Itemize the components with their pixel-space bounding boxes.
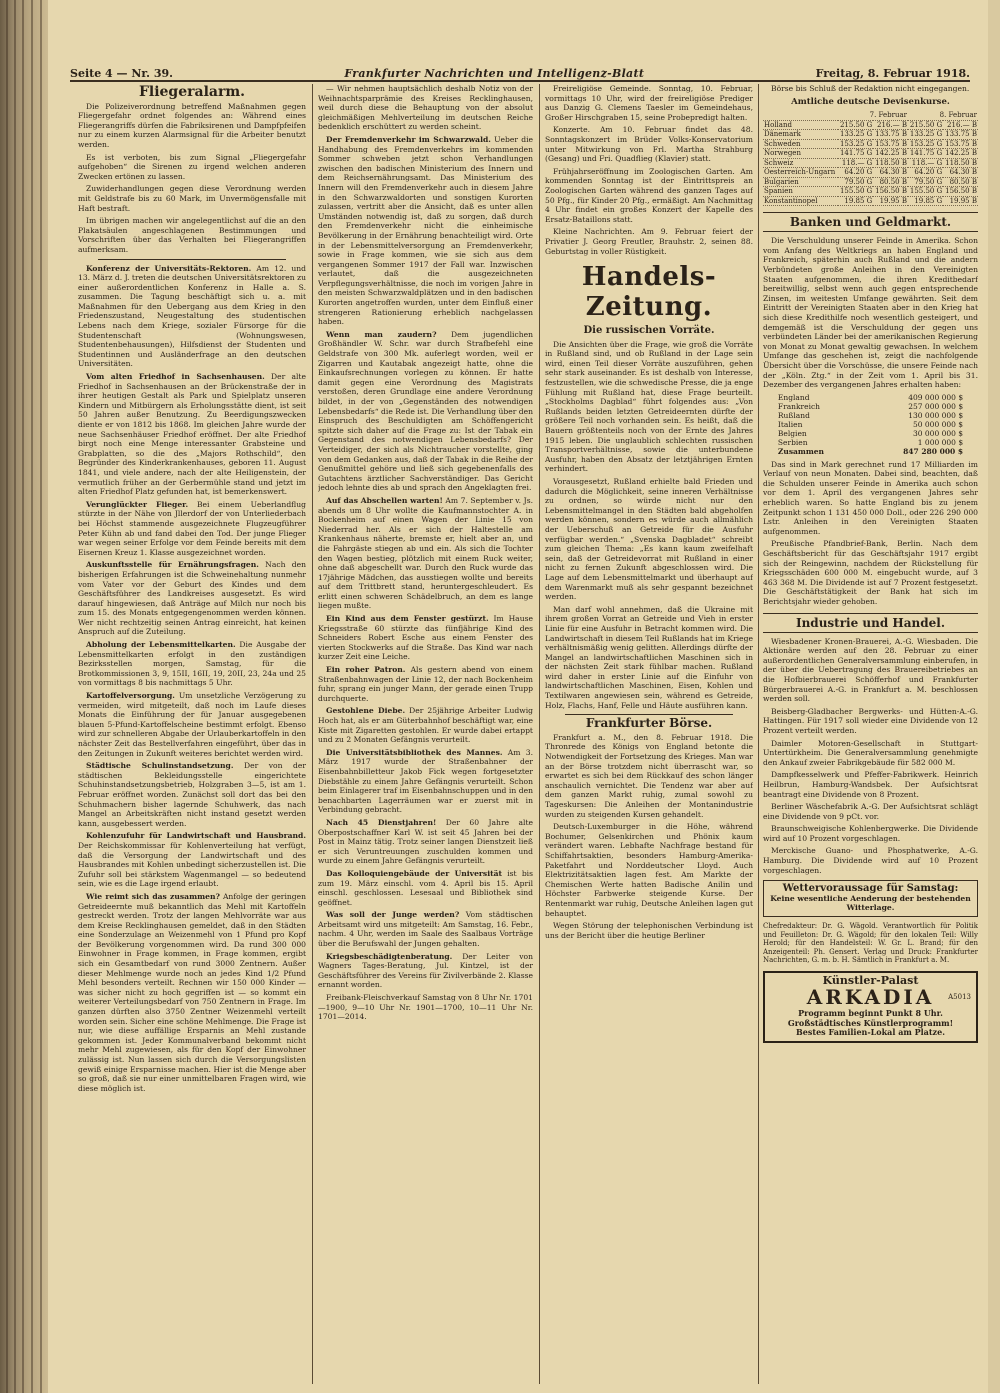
table-cell: 118.50 B	[875, 158, 908, 167]
table-row	[763, 177, 978, 187]
table-cell: 142.25 B	[945, 149, 977, 158]
table-cell: 118.— G	[908, 158, 943, 168]
section-title-industrie: Industrie und Handel.	[763, 613, 978, 633]
table-cell: 156.50 B	[945, 187, 977, 196]
table-row	[776, 447, 965, 456]
table-cell: 155.50 G	[909, 187, 943, 196]
item-text: Die Ausgabe der Lebensmittelkarten erfolgt in den zuständigen Bezirksstellen morgen, Samstag, für die Brotkommissionen 3, 9, 15II, 16II, 19, 20II, 23, 24a und 25 von vormittags 8 bis nachmittags 5 Uhr.	[78, 640, 306, 688]
article-paragraph: Preußische Pfandbrief-Bank, Berlin. Nach dem Geschäftsbericht für das Geschäftsjahr 1917 ergibt sich der Reingewinn, nachdem der Rückstellung für Kriegsschäden 600 000 M. eingebucht wurde, auf 3 463 368 M. Die Dividende ist auf 7 Prozent festgesetzt. Die Geschäftstätigkeit der Bank hat sich im Berichtsjahr wieder gehoben.	[763, 539, 978, 606]
article-paragraph: Die Verschuldung unserer Feinde in Amerika. Schon vom Anfang des Weltkriegs an haben England und Frankreich, späterhin auch Rußland und die andern Verbündeten große Anleihen in den Vereinigten Staaten aufgenommen, die ihren Kreditbedarf bereitwillig, selbst wenn auch gegen entsprechende Zinsen, im weitesten Umfange gewährten. Seit dem Eintritt der Vereinigten Staaten aber in den Krieg hat sich diese Kredithilfe noch wesentlich gesteigert, und demgemäß ist die Verschuldung der gegen uns verbündeten Länder bei der amerikanischen Regierung von Monat zu Monat gewaltig gewachsen. In welchem Umfange das geschehen ist, zeigt die nachfolgende Übersicht über die Vorschüsse, die unsere Feinde nach der „Köln. Ztg.“ in der Zeit vom 1. April bis 31. Dezember des vergangenen Jahres erhalten haben:	[763, 236, 978, 390]
item-heading: Die Universitätsbibliothek des Mannes.	[326, 747, 503, 757]
article-paragraph: Zuwiderhandlungen gegen diese Verordnung werden mit Geldstrafe bis zu 60 Mark, im Unvermögensfalle mit Haft bestraft.	[78, 184, 306, 213]
ad-line: Programm beginnt Punkt 8 Uhr.	[798, 1008, 943, 1019]
article-paragraph: Man darf wohl annehmen, daß die Ukraine mit ihrem großen Vorrat an Getreide und Vieh in erster Linie für eine Ausfuhr in Betracht kommen wird. Die Landwirtschaft in diesem Teil Rußlands hat im Kriege verhältnismäßig wenig gelitten. Allerdings dürfte der Mangel an landwirtschaftlichen Maschinen sich in der nächsten Zeit stark fühlbar machen. Rußland wird daher in erster Linie auf die Einfuhr von landwirtschaftlichen Maschinen, Eisen, Kohlen und Textilwaren angewiesen sein, während es Getreide, Holz, Flachs, Hanf, Felle und Häute ausführen kann.	[545, 604, 753, 710]
table-cell: 79.50 G	[838, 177, 873, 187]
table-cell: Dänemark	[763, 130, 838, 140]
masthead-title: Frankfurter Nachrichten und Intelligenz-Blatt	[344, 67, 645, 80]
table-cell: 133.75 B	[945, 130, 977, 139]
item-heading: Städtische Schulinstandsetzung.	[86, 761, 234, 771]
item-heading: Verunglückter Flieger.	[86, 499, 189, 509]
weather-box	[763, 880, 978, 917]
item-text: Anfolge der geringen Getreideernte muß bekanntlich das Mehl mit Kartoffeln gestreckt werden. Trotz der langen Mehlvorräte war aus dem Kreise Recklinghausen gemeldet, daß in den Städten eine Sonderzulage an Weizenmehl von 1 Pfund pro Kopf der Bevölkerung vorgenommen wird. Da rund 300 000 Einwohner in Frage kommen, in Frage kommen, ergibt sich ein Gesamtbedarf von rund 3000 Zentnern. Außer dieser Mehlmenge wurde noch an jedes Kind 1/2 Pfund Mehl besonders verteilt. Rechnen wir 150 000 Kinder — was sicher nicht zu hoch gegriffen ist — so kommt ein weiterer Verteilungsbedarf von 750 Zentnern in Frage. Im ganzen dürften also 3750 Zentner Weizenmehl verteilt worden sein. Sicher eine schöne Mehlmenge. Die Frage ist nur, wie diese auffällige Ersparnis an Mehl zustande gekommen ist. Jeder Kommunalverband bekommt nicht mehr Mehl zugewiesen, als für den Kopf der Einwohner zulässig ist. Nun lassen sich durch die Versorgungslisten gewiß einige Ersparnisse machen. Hier ist die Menge aber so groß, daß sie nur einer unmittelbaren Fragen wird, wie diese möglich ist.	[78, 891, 306, 1093]
table-cell: 153.75 B	[875, 139, 908, 148]
article-paragraph: Im übrigen machen wir angelegentlichst auf die an den Plakatsäulen angeschlagenen Bestimmungen und Vorschriften über das Verhalten bei Fliegerangriffen aufmerksam.	[78, 216, 306, 254]
table-cell: 153.75 B	[945, 139, 977, 148]
imprint: Chefredakteur: Dr. G. Wägold. Verantwortlich für Politik und Feuilleton: Dr. G. Wägold; für den lokalen Teil: Willy Herold; für den Handelsteil: W. Gr. L. Brand; für den Anzeigenteil: Ph. Gensert. Verlag und Druck: Frankfurter Nachrichten, G. m. b. H. Sämtlich in Frankfurt a. M.	[763, 922, 978, 965]
item-text: Als gestern abend von einem Straßenbahnwagen der Linie 12, der nach Bockenheim fuhr, sprang ein junger Mann, der gerade einen Trupp durchquerte.	[318, 665, 533, 703]
item-heading: Abholung der Lebensmittelkarten.	[86, 640, 236, 650]
table-cell: 64.30 B	[943, 168, 978, 178]
table-cell: 409 000 000 $	[908, 392, 964, 402]
table-header-cell: 8. Februar	[908, 111, 978, 120]
table-cell: 155.50 G	[839, 187, 873, 196]
item-text: Der 25jährige Arbeiter Ludwig Hoch hat, als er am Güterbahnhof beschäftigt war, eine Kiste mit Zigaretten gestohlen. Er wurde dabei ertappt und zu 2 Monaten Gefängnis verurteilt.	[318, 706, 533, 745]
table-cell: 216.— B	[873, 120, 908, 130]
table-row	[776, 420, 965, 429]
page-header	[70, 58, 970, 82]
weather-text: Keine wesentliche Aenderung der bestehenden Witterlage.	[770, 893, 971, 913]
article-paragraph: Börse bis Schluß der Redaktion nicht eingegangen.	[771, 84, 970, 93]
article-paragraph: Wegen Störung der telephonischen Verbindung ist uns der Bericht über die heutige Berliner	[545, 921, 753, 940]
table-cell: 19.95 B	[873, 196, 908, 206]
table-cell: Spanien	[763, 187, 838, 197]
divider	[98, 259, 286, 260]
table-cell: 142.25 B	[875, 149, 908, 158]
item-text: Der von der städtischen Bekleidungsstelle eingerichtete Schuhinstandsetzungsbetrieb, Holzgraben 3—5, ist am 1. Februar eröffnet worden. Zunächst soll dort das bei den Schuhmachern bisher lagernde Schuhwerk, das nach Mangel an Arbeitskräften nicht instand gesetzt werden kann, ausgebessert werden.	[78, 761, 306, 828]
table-cell: 215.50 G	[909, 120, 943, 129]
table-row	[763, 130, 978, 140]
table-row	[763, 168, 978, 178]
table-cell: Belgien	[777, 428, 807, 438]
divider	[565, 714, 733, 715]
table-row	[776, 411, 965, 420]
ad-phone: A5013	[948, 993, 971, 1002]
fx-table-title: Amtliche deutsche Devisenkurse.	[791, 96, 950, 107]
table-cell: 156.50 B	[875, 187, 908, 196]
table-row	[763, 149, 978, 159]
table-cell: Holland	[763, 120, 838, 130]
table-cell: England	[777, 392, 810, 402]
article-paragraph: Freireligiöse Gemeinde. Sonntag, 10. Februar, vormittags 10 Uhr, wird der freireligiöse Prediger aus Danzig G. Clemens Taesler im Gemeindehaus, Großer Hirschgraben 15, seine Probepredigt halten.	[545, 84, 753, 122]
item-text: Nach den bisherigen Erfahrungen ist die Schweinehaltung nunmehr vom Vater vor der Geburt des Kindes und dem Geschäftsführer des Landkreises ausgesetzt. Es wird darauf hingewiesen, daß Anträge auf Milch nur noch bis zum 15. des Monats entgegengenommen werden können. Wer nicht rechtzeitig seinen Antrag einreicht, hat keinen Anspruch auf die Zuteilung.	[78, 560, 306, 637]
column-rule	[312, 84, 313, 1384]
table-row	[763, 158, 978, 168]
table-row	[763, 187, 978, 197]
table-row	[776, 438, 965, 447]
article-paragraph: Kleine Nachrichten. Am 9. Februar feiert der Privatier J. Georg Freutler, Brauhstr. 2, seinen 88. Geburtstag in voller Rüstigkeit.	[545, 227, 753, 256]
table-cell: Schweiz	[763, 158, 838, 168]
article-paragraph: Wiesbadener Kronen-Brauerei, A.-G. Wiesbaden. Die Aktionäre werden auf den 28. Februar zu einer außerordentlichen Generalversammlung einberufen, in der über die Uebertragung des Brauereibetriebes an die Hofbierbrauerei Schöfferhof und Frankfurter Bürgerbrauerei A.-G. in Frankfurt a. M. beschlossen werden soll.	[763, 636, 978, 704]
article-paragraph: Beisberg-Gladbacher Bergwerks- und Hütten-A.-G. Hattingen. Für 1917 soll wieder eine Dividende von 12 Prozent verteilt werden.	[763, 706, 978, 735]
table-cell: 141.75 G	[909, 149, 943, 158]
table-cell: Serbien	[777, 437, 808, 447]
table-row	[776, 393, 965, 402]
table-cell: Norwegen	[763, 149, 838, 159]
item-heading: Ein Kind aus dem Fenster gestürzt.	[326, 614, 489, 624]
item-text: Dem jugendlichen Großhändler W. Schr. war durch Strafbefehl eine Geldstrafe von 300 Mk. auferlegt worden, weil er Zigarren und Kautabak angezeigt hatte, ohne die Einkaufsrechnungen vorlegen zu können. Er hatte damit gegen eine Verordnung des Magistrats verstoßen, deren Grundlage eine andere Verordnung bildet, in der von „Gegenständen des notwendigen Lebensbedarfs“ die Rede ist. Die Verhandlung über den Einspruch des Beschuldigten am Schöffengericht spitzte sich daher auf die Frage zu: Ist der Tabak ein Gegenstand des notwendigen Lebensbedarfs? Der Verteidiger, der sich als Nichtraucher vorstellte, ging von dem Gedanken aus, daß der Tabak in die Reihe der Genußmittel gehöre und ließ sich gegebenenfalls des Gutachtens ärztlicher Sachverständiger. Das Gericht jedoch lehnte dies ab und sprach den Angeklagten frei.	[318, 329, 533, 493]
item-heading: Auskunftsstelle für Ernährungsfragen.	[86, 560, 259, 570]
item-text: Bei einem Ueberlandflug stürzte in der Nähe von Jllerdorf der von Unterliederbach bei Höchst stammende ausgezeichnete Flugzeugführer Peter Kühn ab und fand dabei den Tod. Der junge Flieger war wegen seiner Erfolge vor dem Feinde bereits mit dem Eisernen Kreuz 1. Klasse ausgezeichnet worden.	[78, 499, 306, 557]
table-row	[763, 120, 978, 130]
table-row	[763, 196, 978, 206]
table-cell: 64.20 G	[838, 168, 873, 178]
item-heading: Das Kolloquiengebäude der Universität	[326, 868, 503, 878]
article-paragraph: Konzerte. Am 10. Februar findet das 48. Sonntagskonzert im Brüder Volks-Konservatorium unter Mitwirkung von Frl. Martha Strahburg (Gesang) und Fri. Quadflieg (Klavier) statt.	[545, 125, 753, 164]
table-cell: 257 000 000 $	[908, 401, 964, 411]
article-paragraph: Daimler Motoren-Gesellschaft in Stuttgart-Untertürkheim. Die Generalversammlung genehmigte den Ankauf zweier Fabrikgebäude für 582 000 M.	[763, 738, 978, 767]
table-cell: 1 000 000 $	[917, 437, 964, 447]
column-3	[545, 84, 753, 1384]
item-text: Vom städtischen Arbeitsamt wird uns mitgeteilt: Am Samstag, 16. Febr., nachm. 4 Uhr, werden im Saale des Saalbaus Vorträge über die Berufswahl der Jungen gehalten.	[318, 910, 533, 949]
table-cell: Schweden	[763, 139, 838, 149]
item-heading: Wenn man zaudern?	[326, 329, 437, 339]
issue-date: Freitag, 8. Februar 1918.	[815, 67, 970, 80]
table-cell: 30 000 000 $	[912, 428, 964, 438]
item-heading: Kriegsbeschädigtenberatung.	[326, 951, 453, 961]
article-title-russische-vorraete: Die russischen Vorräte.	[583, 325, 715, 337]
table-cell: Bulgarien	[763, 177, 838, 187]
item-heading: Der Fremdenverkehr im Schwarzwald.	[326, 134, 491, 144]
table-cell: 130 000 000 $	[908, 410, 964, 420]
fx-table	[763, 111, 978, 206]
item-text: Am 12. und 13. März d. J. treten die deutschen Universitätsrektoren zu einer außerordentlichen Konferenz in Halle a. S. zusammen. Die Tagung beschäftigt sich u. a. mit Maßnahmen für den Uebergang aus dem Krieg in den Friedenszustand, Neugestaltung des studentischen Lebens nach dem Kriege, sozialer Fürsorge für die Studentenschaft (Wohnungswesen, Studentenbehausungen), Hilfsdienst der Studenten und Studentinnen und Ausländerfrage an den deutschen Universitäten.	[78, 263, 306, 369]
table-cell: 118.— G	[838, 158, 873, 168]
item-heading: Wie reimt sich das zusammen?	[86, 891, 220, 901]
item-heading: Vom alten Friedhof in Sachsenhausen.	[86, 372, 265, 382]
book-binding	[0, 0, 48, 1393]
article-paragraph: Merckische Guano- und Phosphatwerke, A.-G. Hamburg. Die Dividende wird auf 10 Prozent vorgeschlagen.	[763, 846, 978, 875]
loans-table	[776, 393, 965, 456]
article-paragraph: Frühjahrseröffnung im Zoologischen Garten. Am kommenden Sonntag ist der Eintrittspreis an Zoologischen Garten während des ganzen Tages auf 50 Pfg., für Kinder 20 Pfg., ermäßigt. Am Nachmittag 4 Uhr findet ein großes Konzert der Kapelle des Ersatz-Bataillons statt.	[545, 166, 753, 224]
table-cell: 80.50 B	[873, 177, 908, 187]
table-cell: 80.50 B	[943, 177, 978, 187]
table-header-row	[763, 111, 978, 120]
table-cell: 215.50 G	[839, 120, 873, 129]
table-header-cell: 7. Februar	[838, 111, 908, 120]
article-paragraph: Dampfkesselwerk und Pfeffer-Fabrikwerk. Heinrich Heilbrun, Hamburg-Wandsbek. Der Aufsichtsrat beantragt eine Dividende von 8 Prozent.	[763, 770, 978, 799]
table-row	[776, 429, 965, 438]
ad-name: ARKADIA	[806, 985, 935, 1010]
item-text: Am 3. März 1917 wurde der Straßenbahner der Eisenbahnbilletteur Jakob Fick wegen fortgesetzter Diebstähle zu einem Jahre Gefängnis verurteilt. Schon beim Einlagerer traf im Eisenbahnschuppen und in den benachbarten Lagerräumen war er zuerst mit in Verbindung gebracht.	[318, 747, 533, 815]
ad-venue: Künstler-Palast	[822, 973, 919, 987]
table-cell: 847 280 000 $	[903, 446, 964, 456]
table-cell: 19.85 G	[908, 196, 943, 206]
article-title-fliegeralarm: Fliegeralarm.	[138, 84, 246, 100]
article-paragraph: Berliner Wäschefabrik A.-G. Der Aufsichtsrat schlägt eine Dividende von 9 pCt. vor.	[763, 802, 978, 821]
article-paragraph: Das sind in Mark gerechnet rund 17 Milliarden im Verlauf von neun Monaten. Dabei sind, beachten, daß die Schulden unserer Feinde in Amerika auch schon vor dem 1. April des vergangenen Jahres sehr erheblich waren. So hatte England bis zu jenem Zeitpunkt schon 1 131 450 000 Doll., oder 226 290 000 Lstr. Anleihen in den Vereinigten Staaten aufgenommen.	[763, 459, 978, 536]
article-paragraph: Braunschweigische Kohlenbergwerke. Die Dividende wird auf 10 Prozent vorgeschlagen.	[763, 824, 978, 843]
weather-title: Wettervoraussage für Samstag:	[782, 883, 959, 895]
table-cell: 216.— B	[943, 120, 978, 130]
table-cell: 141.75 G	[839, 149, 873, 158]
item-text: Um unsetzliche Verzögerung zu vermeiden, wird mitgeteilt, daß noch im Laufe dieses Monats die Einführung der für Januar ausgegebenen blauen 5-Pfund-Kartoffelscheine bestimmt erfolgt. Ebenso wird zur schnelleren Abgabe der Urlauberkartoffeln in den nächster Zeit das Bestellverfahren eingeführt, über das in den Zeitungen in Zukunft weiteres berichtet werden wird.	[78, 691, 306, 758]
item-text: Der Leiter von Wagners Tages-Beratung, Jul. Kintzel, ist der Geschäftsführer des Vereins für Zivilverbände 2. Klasse ernannt worden.	[318, 951, 533, 990]
column-1	[78, 84, 306, 1384]
table-cell: 133.25 G	[839, 130, 873, 139]
article-paragraph: Die Ansichten über die Frage, wie groß die Vorräte in Rußland sind, und ob Rußland in der Lage sein wird, einen Teil dieser Vorräte auszuführen, gehen sehr stark auseinander. Es ist deshalb von Interesse, festzustellen, wie die schwedische Presse, die ja enge Fühlung mit Rußland hat, diese Frage beurteilt. „Stockholms Dagblad“ führt folgendes aus: „Von Rußlands beiden letzten Getreideernten dürfte der größere Teil noch vorhanden sein. Es heißt, daß die Bauern größtenteils noch von der Ernte des Jahres 1915 leben. Die unglaublich schlechten russischen Transportverhältnisse, sowie die unterbundene Ausfuhr, haben den Absatz der letztjährigen Ernten verhindert.	[545, 339, 753, 474]
table-cell: 19.85 G	[838, 196, 873, 206]
table-header-cell	[763, 111, 838, 120]
table-cell: 133.25 G	[909, 130, 943, 139]
article-paragraph: — Wir nehmen hauptsächlich deshalb Notiz von der Weihnachtsparprämie des Kreises Recklinghausen, weil durch diese die Behauptung von der absolut gleichmäßigen Mehlverteilung im deutschen Reiche bedenklich erschüttert zu werden scheint.	[318, 84, 533, 132]
item-heading: Was soll der Junge werden?	[326, 910, 460, 920]
column-2	[318, 84, 533, 1384]
item-heading: Kohlenzufuhr für Landwirtschaft und Hausbrand.	[86, 831, 306, 841]
table-cell: 118.50 B	[945, 158, 977, 167]
column-4	[763, 84, 978, 1384]
table-cell: Oesterreich-Ungarn	[763, 168, 838, 178]
item-heading: Nach 45 Dienstjahren!	[326, 817, 437, 827]
article-paragraph: Die Polizeiverordnung betreffend Maßnahmen gegen Fliegergefahr ordnet folgendes an: Während eines Fliegerangriffs dürfen die Fabriksirenen und Dampfpfeifen nur zu einem kurzen Alarmsignal für die Arbeiter benutzt werden.	[78, 101, 306, 149]
table-cell: 153.25 G	[909, 139, 943, 148]
article-paragraph: Freibank-Fleischverkauf Samstag von 8 Uhr Nr. 1701—1900, 9—10 Uhr Nr. 1901—1700, 10—11 Uhr Nr. 1701—2014.	[318, 993, 533, 1022]
table-cell: Frankreich	[777, 401, 820, 411]
item-heading: Kartoffelversorgung.	[86, 691, 175, 701]
article-paragraph: Deutsch-Luxemburger in die Höhe, während Bochumer, Gelsenkirchen und Phönix kaum verändert waren. Lebhafte Nachfrage bestand für Schiffahrtsaktien, besonders Hamburg-Amerika-Paketfahrt und Norddeutscher Lloyd. Auch Elektrizitätsaktien lagen fest. Am Markte der Chemischen Werte hatten Badische Anilin und Höchster Farbwerke steigende Kurse. Der Rentenmarkt war ruhig, Deutsche Anleihen lagen gut behauptet.	[545, 822, 753, 918]
table-cell: 19.95 B	[943, 196, 978, 206]
table-cell: Zusammen	[777, 446, 825, 456]
table-cell: 50 000 000 $	[912, 419, 964, 429]
table-cell: 133.75 B	[875, 130, 908, 139]
item-text: Der 60 Jahre alte Oberpostschaffner Karl W. ist seit 45 Jahren bei der Post in Mainz tätig. Trotz seiner langen Dienstzeit ließ er sich Veruntreuungen zuschulden kommen und wurde zu einem Jahre Gefängnis verurteilt.	[318, 817, 533, 866]
item-text: Der alte Friedhof in Sachsenhausen an der Brückenstraße der in ihrer heutigen Gestalt als Park und Spielplatz unseren Kindern und Mitbürgern als Erholungsstätte dient, ist seit 50 Jahren außer Benutzung. Zu Beerdigungszwecken diente er von 1812 bis 1868. Im gleichen Jahre wurde der neue Sachsenhäuser Friedhof eröffnet. Der alte Friedhof birgt noch eine Menge interessanter Grabsteine und Grabplatten, so die des „Majors Rothschild“, den Begründer des Kinderkrankenhauses, geboren 11. August 1841, und viele andere, nach der alte Heiligenstein, der vermutlich früher an der Gerbermühle stand und jetzt im alten Friedhof Platz gefunden hat, ist bemerkenswert.	[78, 372, 306, 497]
table-cell: Konstantinopel	[763, 196, 838, 206]
item-heading: Auf das Abschellen warten!	[326, 495, 443, 505]
item-text: Ueber die Handhabung des Fremdenverkehrs im kommenden Sommer schweben jetzt schon Verhandlungen zwischen den badischen Ministerium des Innern und dem Reichsernährungsamt. Das Ministerium des Innern will den Fremdenverkehr auch in diesem Jahre in den Schwarzwaldorten und sonstigen Kurorten zulassen, vertritt aber die Ansicht, daß es unter allen Umständen notwendig ist, daß zu sorgen, daß durch den Fremdenverkehr nicht die einheimische Bevölkerung in der Ernährung benachteiligt wird. Orte in der Lebensmittelversorgung an Fremdenverkehr, sowie in Frage kommen, wie sie sich aus dem vergangenen Sommer 1917 der Fall war. Inzwischen verlautet, daß die ausgezeichneten Verpflegungsverhältnisse, die noch im vorigen Jahre in den meisten Schwarzwaldplätzen und in den badischen Kurorten angetroffen wurden, unter dem Einfluß einer strengeren Rationierung erheblich nachgelassen haben.	[318, 134, 533, 327]
ad-line: Bestes Familien-Lokal am Platze.	[796, 1027, 945, 1038]
article-paragraph: Vorausgesetzt, Rußland erhielte bald Frieden und dadurch die Möglichkeit, seine inneren Verhältnisse zu ordnen, so würde nicht nur den Lebensmittelmangel in den Städten bald abgeholfen werden können, sondern es würde auch allmählich der Ueberschuß an Getreide für die Ausfuhr verfügbar werden.“ „Svenska Dagbladet“ schreibt zum gleichen Thema: „Es kann kaum zweifelhaft sein, daß der Getreidevorrat mit Rußland in einer nicht zu fernen Zukunft abgeschlossen wird. Die Lage auf dem Lebensmittelmarkt und überhaupt auf dem Warenmarkt muß als sehr gespannt bezeichnet werden.	[545, 477, 753, 602]
item-heading: Konferenz der Universitäts-Rektoren.	[86, 263, 252, 273]
item-text: Der Reichskommissar für Kohlenverteilung hat verfügt, daß die Versorgung der Landwirtschaft und des Hausbrandes mit Kohlen unbedingt sicherzustellen ist. Die Zufuhr soll bei stärkstem Wagenmangel — so bedeutend sein, wie es die Lage irgend erlaubt.	[78, 840, 306, 889]
arkadia-advertisement	[763, 971, 978, 1043]
section-title-handels-zeitung: Handels-Zeitung.	[581, 262, 717, 323]
item-text: Im Hause Kriegsstraße 60 stürzte das fünfjährige Kind des Schneiders Robert Esche aus einem Fenster des vierten Stockwerks auf die Straße. Das Kind war nach kurzer Zeit eine Leiche.	[318, 614, 533, 662]
table-cell: 64.20 G	[908, 168, 943, 178]
article-paragraph: Es ist verboten, bis zum Signal „Fliegergefahr aufgehoben“ die Sirenen zu irgend welchen anderen Zwecken ertönen zu lassen.	[78, 152, 306, 181]
newspaper-page	[48, 0, 988, 1393]
page-number: Seite 4 — Nr. 39.	[70, 67, 173, 80]
table-row	[763, 139, 978, 149]
table-cell: 153.25 G	[839, 139, 873, 148]
ad-line: Großstädtisches Künstlerprogramm!	[787, 1017, 954, 1028]
item-text: Am 7. September v. Js. abends um 8 Uhr wollte die Kaufmannstochter A. in Bockenheim auf einen Wagen der Linie 15 von Niederrad her. Als er sich der Haltestelle am Krankenhaus näherte, bremste er, hielt aber an, und die Fahrgäste stiegen ab und ein. Als sich die Tochter den Wagen bestieg, plötzlich mit einem Ruck weiter, ohne daß abgeschellt war. Durch den Ruck wurde das 17jährige Mädchen, das ausstiegen wollte und bereits auf dem Trittbrett stand, heruntergeschleudert. Es erlitt einen schweren Schädelbruch, an dem es lange liegen mußte.	[318, 495, 533, 611]
table-cell: Italien	[777, 419, 803, 429]
section-title-banken: Banken und Geldmarkt.	[763, 212, 978, 232]
item-text: ist bis zum 19. März einschl. vom 4. April bis 15. April einschl. geschlossen. Lesesaal und Bibliothek sind geöffnet.	[318, 868, 533, 907]
article-paragraph: Frankfurt a. M., den 8. Februar 1918. Die Thronrede des Königs von England betonte die Notwendigkeit der Fortsetzung des Krieges. Man war an der Börse trotzdem nicht überrascht war, so erwartet es sich bei dem Rückkauf des schon länger anschaulich vernichtet. Die Tendenz war aber auf dem ganzen Markt ruhig, zumal sowohl zu Tageskursen: Die Anleihen der Montanindustrie wurden zu steigenden Kursen gehandelt.	[545, 732, 753, 819]
table-cell: 79.50 G	[908, 177, 943, 187]
column-rule	[758, 84, 759, 1384]
table-row	[776, 402, 965, 411]
article-title-boerse: Frankfurter Börse.	[585, 716, 713, 731]
table-cell: Rußland	[777, 410, 810, 420]
item-heading: Ein roher Patron.	[326, 665, 406, 675]
table-cell: 64.30 B	[873, 168, 908, 178]
column-rule	[539, 84, 540, 1384]
item-heading: Gestohlene Diebe.	[326, 706, 406, 716]
